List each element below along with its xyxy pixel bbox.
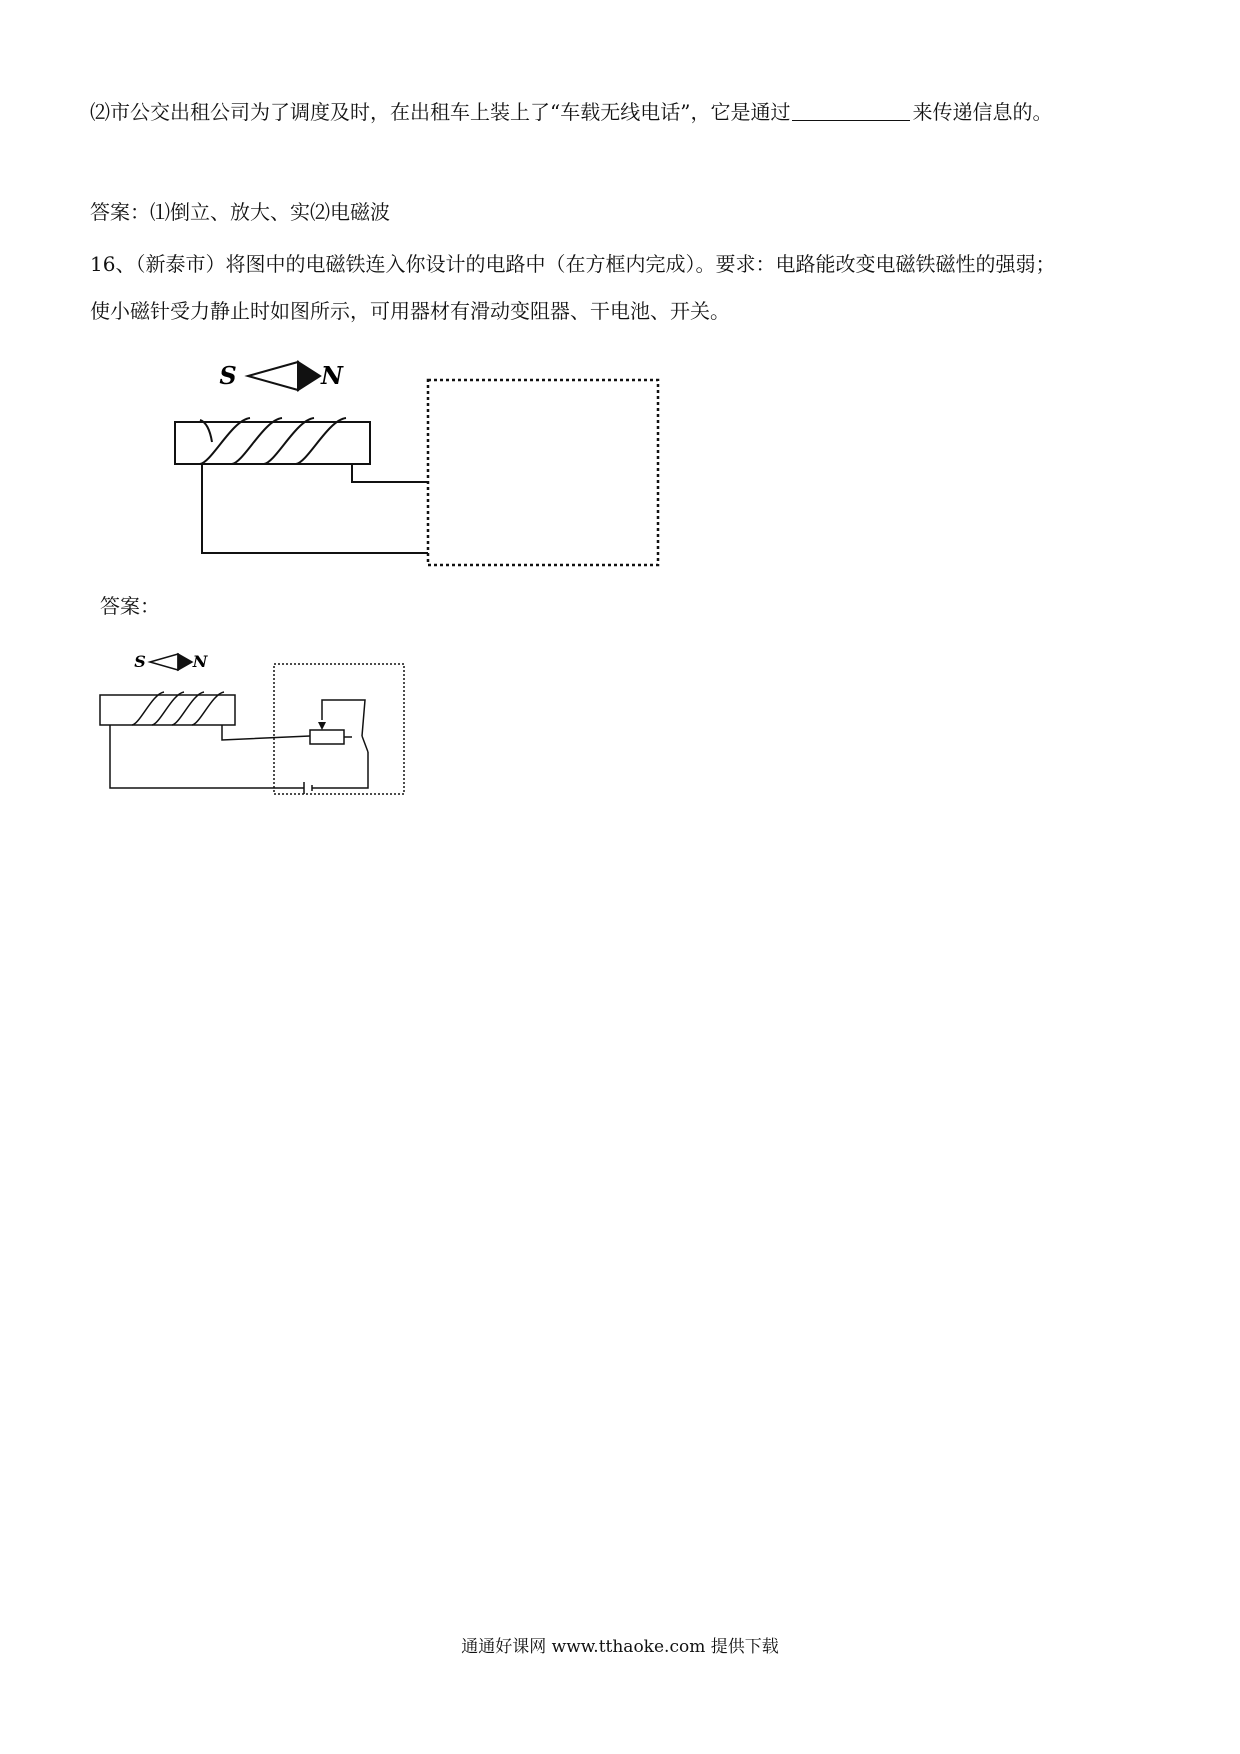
dashed-box: [274, 664, 404, 794]
q15-part2-suffix: 来传递信息的。: [912, 100, 1053, 124]
pole-s-label: S: [134, 652, 146, 671]
compass-needle: [248, 362, 320, 390]
pole-n-label: N: [321, 361, 343, 390]
answer-figure: [0, 640, 420, 800]
iron-core: [100, 695, 235, 725]
sliding-rheostat: [310, 730, 344, 744]
pole-n-label: N: [192, 652, 208, 671]
wires: [202, 464, 428, 553]
q15-answer: 答案：⑴倒立、放大、实⑵电磁波: [90, 200, 390, 224]
answer-blank: [792, 98, 910, 121]
q16-line2: 使小磁针受力静止时如图所示，可用器材有滑动变阻器、干电池、开关。: [90, 299, 730, 323]
dashed-design-box: [428, 380, 658, 565]
q16-line1: 16、（新泰市）将图中的电磁铁连入你设计的电路中（在方框内完成）。要求：电路能改变电磁铁磁性的强弱；: [90, 252, 1056, 276]
pole-s-label: S: [219, 361, 237, 390]
battery: [304, 782, 312, 794]
rheostat-slider-arrow: [318, 722, 326, 730]
question-figure: [0, 350, 700, 590]
switch: [362, 736, 368, 752]
q15-part2: [90, 98, 1052, 126]
answer2-label: 答案：: [100, 594, 160, 618]
compass-needle: [150, 654, 192, 670]
footer: 通通好课网 www.tthaoke.com 提供下载: [461, 1637, 779, 1657]
q15-part2-prefix: ⑵市公交出租公司为了调度及时，在出租车上装上了“车载无线电话”，它是通过: [90, 100, 791, 124]
